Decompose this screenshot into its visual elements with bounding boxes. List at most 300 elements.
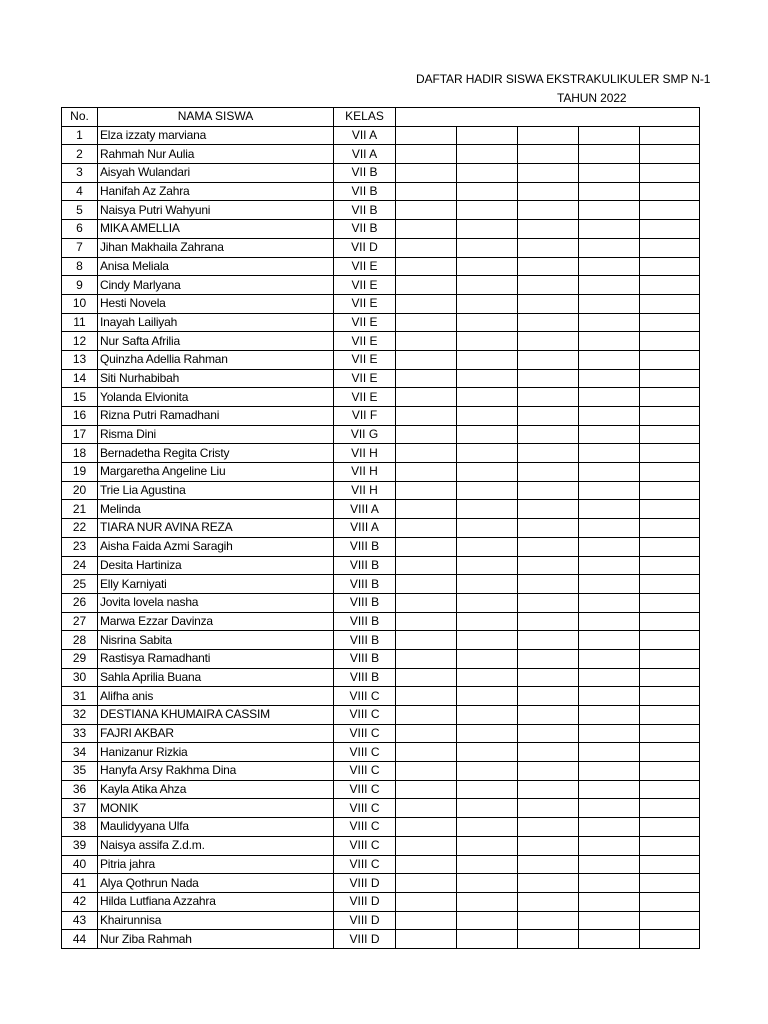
attendance-cell[interactable] — [457, 799, 518, 818]
attendance-cell[interactable] — [518, 407, 579, 426]
attendance-cell[interactable] — [457, 855, 518, 874]
attendance-cell[interactable] — [579, 706, 640, 725]
attendance-cell[interactable] — [640, 500, 700, 519]
student-name: Anisa Meliala — [98, 257, 334, 276]
attendance-cell[interactable] — [396, 874, 457, 893]
attendance-cell[interactable] — [396, 911, 457, 930]
attendance-cell[interactable] — [457, 724, 518, 743]
attendance-cell[interactable] — [396, 313, 457, 332]
attendance-cell[interactable] — [396, 463, 457, 482]
attendance-cell[interactable] — [518, 332, 579, 351]
student-class: VIII B — [334, 556, 396, 575]
attendance-cell[interactable] — [579, 874, 640, 893]
student-name: Desita Hartiniza — [98, 556, 334, 575]
student-class: VIII B — [334, 649, 396, 668]
attendance-cell[interactable] — [518, 444, 579, 463]
attendance-cell[interactable] — [518, 911, 579, 930]
attendance-cell[interactable] — [640, 519, 700, 538]
table-row — [62, 668, 700, 687]
attendance-cell[interactable] — [518, 425, 579, 444]
attendance-cell[interactable] — [396, 257, 457, 276]
student-name: FAJRI AKBAR — [98, 724, 334, 743]
attendance-cell[interactable] — [640, 631, 700, 650]
attendance-cell[interactable] — [457, 126, 518, 145]
attendance-cell[interactable] — [518, 668, 579, 687]
attendance-cell[interactable] — [457, 612, 518, 631]
table-row — [62, 257, 700, 276]
row-number: 26 — [62, 593, 98, 612]
table-row — [62, 818, 700, 837]
attendance-cell[interactable] — [518, 519, 579, 538]
column-header-attendance — [396, 108, 700, 127]
attendance-cell[interactable] — [396, 276, 457, 295]
attendance-cell[interactable] — [457, 537, 518, 556]
attendance-cell[interactable] — [579, 575, 640, 594]
attendance-cell[interactable] — [518, 780, 579, 799]
attendance-cell[interactable] — [579, 313, 640, 332]
attendance-cell[interactable] — [457, 201, 518, 220]
attendance-cell[interactable] — [457, 369, 518, 388]
attendance-cell[interactable] — [396, 481, 457, 500]
attendance-cell[interactable] — [457, 220, 518, 239]
table-row — [62, 201, 700, 220]
student-name: Nisrina Sabita — [98, 631, 334, 650]
row-number: 9 — [62, 276, 98, 295]
attendance-cell[interactable] — [457, 892, 518, 911]
student-class: VIII B — [334, 537, 396, 556]
attendance-cell[interactable] — [640, 388, 700, 407]
attendance-cell[interactable] — [518, 350, 579, 369]
attendance-cell[interactable] — [640, 350, 700, 369]
attendance-cell[interactable] — [579, 126, 640, 145]
attendance-cell[interactable] — [640, 649, 700, 668]
attendance-cell[interactable] — [579, 649, 640, 668]
attendance-cell[interactable] — [640, 818, 700, 837]
student-class: VIII B — [334, 612, 396, 631]
attendance-cell[interactable] — [579, 294, 640, 313]
attendance-cell[interactable] — [640, 182, 700, 201]
attendance-cell[interactable] — [640, 332, 700, 351]
attendance-cell[interactable] — [518, 294, 579, 313]
row-number: 39 — [62, 836, 98, 855]
attendance-cell[interactable] — [396, 836, 457, 855]
student-class: VIII D — [334, 874, 396, 893]
attendance-cell[interactable] — [579, 668, 640, 687]
attendance-cell[interactable] — [518, 238, 579, 257]
student-class: VII B — [334, 220, 396, 239]
attendance-cell[interactable] — [640, 780, 700, 799]
attendance-cell[interactable] — [579, 463, 640, 482]
attendance-cell[interactable] — [396, 126, 457, 145]
student-class: VIII C — [334, 687, 396, 706]
attendance-cell[interactable] — [457, 631, 518, 650]
attendance-cell[interactable] — [640, 369, 700, 388]
attendance-cell[interactable] — [640, 874, 700, 893]
student-name: Trie Lia Agustina — [98, 481, 334, 500]
attendance-table — [61, 107, 700, 949]
attendance-cell[interactable] — [579, 407, 640, 426]
attendance-cell[interactable] — [579, 911, 640, 930]
attendance-cell[interactable] — [457, 407, 518, 426]
attendance-cell[interactable] — [640, 537, 700, 556]
attendance-cell[interactable] — [579, 425, 640, 444]
table-row — [62, 836, 700, 855]
table-row — [62, 444, 700, 463]
attendance-cell[interactable] — [518, 369, 579, 388]
row-number: 43 — [62, 911, 98, 930]
row-number: 29 — [62, 649, 98, 668]
student-class: VIII D — [334, 930, 396, 949]
attendance-cell[interactable] — [518, 257, 579, 276]
attendance-cell[interactable] — [518, 930, 579, 949]
attendance-cell[interactable] — [396, 425, 457, 444]
attendance-cell[interactable] — [457, 836, 518, 855]
attendance-cell[interactable] — [640, 276, 700, 295]
attendance-cell[interactable] — [396, 668, 457, 687]
attendance-cell[interactable] — [640, 257, 700, 276]
attendance-cell[interactable] — [396, 855, 457, 874]
table-row — [62, 743, 700, 762]
student-name: Sahla Aprilia Buana — [98, 668, 334, 687]
attendance-cell[interactable] — [579, 593, 640, 612]
attendance-cell[interactable] — [518, 818, 579, 837]
attendance-cell[interactable] — [457, 593, 518, 612]
attendance-cell[interactable] — [396, 182, 457, 201]
row-number: 8 — [62, 257, 98, 276]
attendance-cell[interactable] — [579, 743, 640, 762]
student-name: Inayah Lailiyah — [98, 313, 334, 332]
attendance-cell[interactable] — [518, 463, 579, 482]
attendance-cell[interactable] — [396, 220, 457, 239]
student-class: VII H — [334, 481, 396, 500]
attendance-cell[interactable] — [518, 743, 579, 762]
attendance-cell[interactable] — [396, 294, 457, 313]
attendance-cell[interactable] — [640, 575, 700, 594]
attendance-cell[interactable] — [579, 724, 640, 743]
student-class: VIII C — [334, 855, 396, 874]
attendance-cell[interactable] — [457, 911, 518, 930]
attendance-cell[interactable] — [640, 164, 700, 183]
attendance-cell[interactable] — [457, 519, 518, 538]
attendance-cell[interactable] — [396, 332, 457, 351]
attendance-cell[interactable] — [640, 911, 700, 930]
attendance-cell[interactable] — [457, 332, 518, 351]
student-name: Quinzha Adellia Rahman — [98, 350, 334, 369]
attendance-cell[interactable] — [640, 425, 700, 444]
attendance-cell[interactable] — [579, 631, 640, 650]
row-number: 12 — [62, 332, 98, 351]
row-number: 7 — [62, 238, 98, 257]
attendance-cell[interactable] — [396, 892, 457, 911]
attendance-cell[interactable] — [457, 780, 518, 799]
attendance-cell[interactable] — [396, 593, 457, 612]
attendance-cell[interactable] — [518, 892, 579, 911]
attendance-cell[interactable] — [396, 818, 457, 837]
attendance-cell[interactable] — [640, 799, 700, 818]
attendance-cell[interactable] — [640, 668, 700, 687]
attendance-cell[interactable] — [457, 874, 518, 893]
attendance-cell[interactable] — [579, 350, 640, 369]
attendance-cell[interactable] — [579, 537, 640, 556]
table-row — [62, 537, 700, 556]
attendance-cell[interactable] — [396, 930, 457, 949]
attendance-cell[interactable] — [396, 201, 457, 220]
attendance-cell[interactable] — [457, 930, 518, 949]
row-number: 15 — [62, 388, 98, 407]
attendance-cell[interactable] — [457, 257, 518, 276]
attendance-cell[interactable] — [640, 724, 700, 743]
student-class: VII E — [334, 369, 396, 388]
attendance-cell[interactable] — [579, 369, 640, 388]
attendance-cell[interactable] — [518, 649, 579, 668]
student-name: Aisyah Wulandari — [98, 164, 334, 183]
attendance-cell[interactable] — [579, 201, 640, 220]
attendance-cell[interactable] — [518, 593, 579, 612]
row-number: 17 — [62, 425, 98, 444]
student-class: VII B — [334, 201, 396, 220]
attendance-cell[interactable] — [518, 276, 579, 295]
student-class: VIII A — [334, 519, 396, 538]
student-name: Nur Safta Afrilia — [98, 332, 334, 351]
attendance-cell[interactable] — [640, 930, 700, 949]
attendance-cell[interactable] — [579, 519, 640, 538]
attendance-cell[interactable] — [396, 762, 457, 781]
table-header-row — [62, 108, 700, 127]
row-number: 34 — [62, 743, 98, 762]
attendance-cell[interactable] — [457, 182, 518, 201]
attendance-cell[interactable] — [640, 836, 700, 855]
attendance-cell[interactable] — [518, 799, 579, 818]
table-row — [62, 500, 700, 519]
attendance-cell[interactable] — [518, 575, 579, 594]
attendance-cell[interactable] — [579, 257, 640, 276]
attendance-cell[interactable] — [518, 481, 579, 500]
attendance-cell[interactable] — [518, 855, 579, 874]
student-class: VII E — [334, 350, 396, 369]
attendance-cell[interactable] — [396, 444, 457, 463]
attendance-cell[interactable] — [396, 388, 457, 407]
attendance-cell[interactable] — [457, 164, 518, 183]
attendance-cell[interactable] — [457, 743, 518, 762]
student-name: Alifha anis — [98, 687, 334, 706]
attendance-cell[interactable] — [640, 220, 700, 239]
attendance-cell[interactable] — [457, 425, 518, 444]
attendance-cell[interactable] — [579, 818, 640, 837]
attendance-cell[interactable] — [579, 930, 640, 949]
attendance-cell[interactable] — [518, 612, 579, 631]
attendance-cell[interactable] — [518, 762, 579, 781]
student-name: TIARA NUR AVINA REZA — [98, 519, 334, 538]
attendance-cell[interactable] — [457, 668, 518, 687]
attendance-cell[interactable] — [579, 855, 640, 874]
attendance-cell[interactable] — [396, 706, 457, 725]
attendance-cell[interactable] — [396, 575, 457, 594]
attendance-cell[interactable] — [396, 649, 457, 668]
attendance-cell[interactable] — [457, 556, 518, 575]
attendance-cell[interactable] — [579, 780, 640, 799]
attendance-cell[interactable] — [396, 500, 457, 519]
column-header-no: No. — [62, 108, 98, 127]
table-row — [62, 463, 700, 482]
attendance-cell[interactable] — [457, 575, 518, 594]
row-number: 30 — [62, 668, 98, 687]
attendance-cell[interactable] — [640, 687, 700, 706]
table-row — [62, 930, 700, 949]
attendance-cell[interactable] — [457, 818, 518, 837]
attendance-cell[interactable] — [396, 164, 457, 183]
table-row — [62, 425, 700, 444]
table-row — [62, 874, 700, 893]
attendance-cell[interactable] — [457, 706, 518, 725]
attendance-cell[interactable] — [396, 780, 457, 799]
attendance-cell[interactable] — [457, 276, 518, 295]
attendance-cell[interactable] — [396, 612, 457, 631]
attendance-cell[interactable] — [579, 687, 640, 706]
attendance-cell[interactable] — [518, 201, 579, 220]
attendance-cell[interactable] — [518, 220, 579, 239]
attendance-cell[interactable] — [518, 631, 579, 650]
attendance-cell[interactable] — [457, 294, 518, 313]
attendance-cell[interactable] — [640, 855, 700, 874]
attendance-cell[interactable] — [518, 556, 579, 575]
attendance-cell[interactable] — [457, 481, 518, 500]
attendance-cell[interactable] — [457, 463, 518, 482]
student-name: Khairunnisa — [98, 911, 334, 930]
table-row — [62, 182, 700, 201]
attendance-cell[interactable] — [579, 892, 640, 911]
attendance-cell[interactable] — [396, 724, 457, 743]
attendance-cell[interactable] — [640, 238, 700, 257]
attendance-cell[interactable] — [396, 145, 457, 164]
student-name: Hanizanur Rizkia — [98, 743, 334, 762]
student-class: VIII D — [334, 892, 396, 911]
attendance-cell[interactable] — [640, 407, 700, 426]
student-name: Elza izzaty marviana — [98, 126, 334, 145]
attendance-cell[interactable] — [518, 388, 579, 407]
attendance-cell[interactable] — [457, 762, 518, 781]
attendance-cell[interactable] — [640, 201, 700, 220]
attendance-cell[interactable] — [579, 556, 640, 575]
student-name: Hanifah Az Zahra — [98, 182, 334, 201]
attendance-cell[interactable] — [518, 687, 579, 706]
student-name: DESTIANA KHUMAIRA CASSIM — [98, 706, 334, 725]
student-class: VIII C — [334, 724, 396, 743]
student-class: VIII C — [334, 743, 396, 762]
attendance-cell[interactable] — [640, 743, 700, 762]
attendance-cell[interactable] — [640, 762, 700, 781]
row-number: 3 — [62, 164, 98, 183]
row-number: 35 — [62, 762, 98, 781]
column-header-name: NAMA SISWA — [98, 108, 334, 127]
attendance-cell[interactable] — [640, 126, 700, 145]
attendance-cell[interactable] — [396, 519, 457, 538]
attendance-cell[interactable] — [518, 500, 579, 519]
attendance-cell[interactable] — [518, 874, 579, 893]
attendance-cell[interactable] — [640, 313, 700, 332]
attendance-cell[interactable] — [396, 687, 457, 706]
attendance-cell[interactable] — [396, 350, 457, 369]
attendance-cell[interactable] — [579, 145, 640, 164]
table-row — [62, 126, 700, 145]
attendance-cell[interactable] — [396, 407, 457, 426]
table-row — [62, 332, 700, 351]
attendance-cell[interactable] — [640, 145, 700, 164]
attendance-cell[interactable] — [457, 444, 518, 463]
attendance-cell[interactable] — [579, 836, 640, 855]
attendance-cell[interactable] — [518, 164, 579, 183]
row-number: 4 — [62, 182, 98, 201]
attendance-cell[interactable] — [457, 145, 518, 164]
attendance-cell[interactable] — [457, 388, 518, 407]
attendance-cell[interactable] — [579, 500, 640, 519]
attendance-cell[interactable] — [640, 294, 700, 313]
attendance-cell[interactable] — [457, 238, 518, 257]
attendance-cell[interactable] — [579, 238, 640, 257]
attendance-cell[interactable] — [457, 687, 518, 706]
attendance-cell[interactable] — [518, 836, 579, 855]
row-number: 10 — [62, 294, 98, 313]
row-number: 31 — [62, 687, 98, 706]
attendance-cell[interactable] — [640, 556, 700, 575]
student-name: Naisya assifa Z.d.m. — [98, 836, 334, 855]
attendance-cell[interactable] — [579, 444, 640, 463]
attendance-cell[interactable] — [396, 743, 457, 762]
attendance-cell[interactable] — [640, 444, 700, 463]
attendance-cell[interactable] — [457, 313, 518, 332]
attendance-cell[interactable] — [518, 182, 579, 201]
attendance-cell[interactable] — [640, 892, 700, 911]
attendance-cell[interactable] — [518, 537, 579, 556]
student-class: VII H — [334, 463, 396, 482]
attendance-cell[interactable] — [518, 313, 579, 332]
attendance-cell[interactable] — [579, 481, 640, 500]
attendance-cell[interactable] — [640, 463, 700, 482]
attendance-cell[interactable] — [396, 537, 457, 556]
student-class: VIII B — [334, 575, 396, 594]
attendance-cell[interactable] — [579, 220, 640, 239]
attendance-cell[interactable] — [579, 799, 640, 818]
attendance-cell[interactable] — [640, 612, 700, 631]
attendance-cell[interactable] — [396, 631, 457, 650]
attendance-cell[interactable] — [457, 649, 518, 668]
attendance-cell[interactable] — [579, 762, 640, 781]
attendance-cell[interactable] — [518, 126, 579, 145]
table-row — [62, 294, 700, 313]
attendance-cell[interactable] — [457, 500, 518, 519]
attendance-cell[interactable] — [579, 388, 640, 407]
attendance-cell[interactable] — [396, 369, 457, 388]
attendance-cell[interactable] — [579, 332, 640, 351]
student-class: VII G — [334, 425, 396, 444]
table-row — [62, 687, 700, 706]
attendance-cell[interactable] — [518, 724, 579, 743]
attendance-cell[interactable] — [640, 481, 700, 500]
attendance-cell[interactable] — [640, 706, 700, 725]
table-row — [62, 724, 700, 743]
attendance-cell[interactable] — [579, 612, 640, 631]
attendance-cell[interactable] — [396, 799, 457, 818]
table-row — [62, 407, 700, 426]
attendance-cell[interactable] — [579, 182, 640, 201]
attendance-cell[interactable] — [640, 593, 700, 612]
attendance-cell[interactable] — [457, 350, 518, 369]
attendance-cell[interactable] — [579, 276, 640, 295]
attendance-cell[interactable] — [579, 164, 640, 183]
attendance-cell[interactable] — [518, 706, 579, 725]
attendance-cell[interactable] — [518, 145, 579, 164]
attendance-cell[interactable] — [396, 556, 457, 575]
attendance-cell[interactable] — [396, 238, 457, 257]
